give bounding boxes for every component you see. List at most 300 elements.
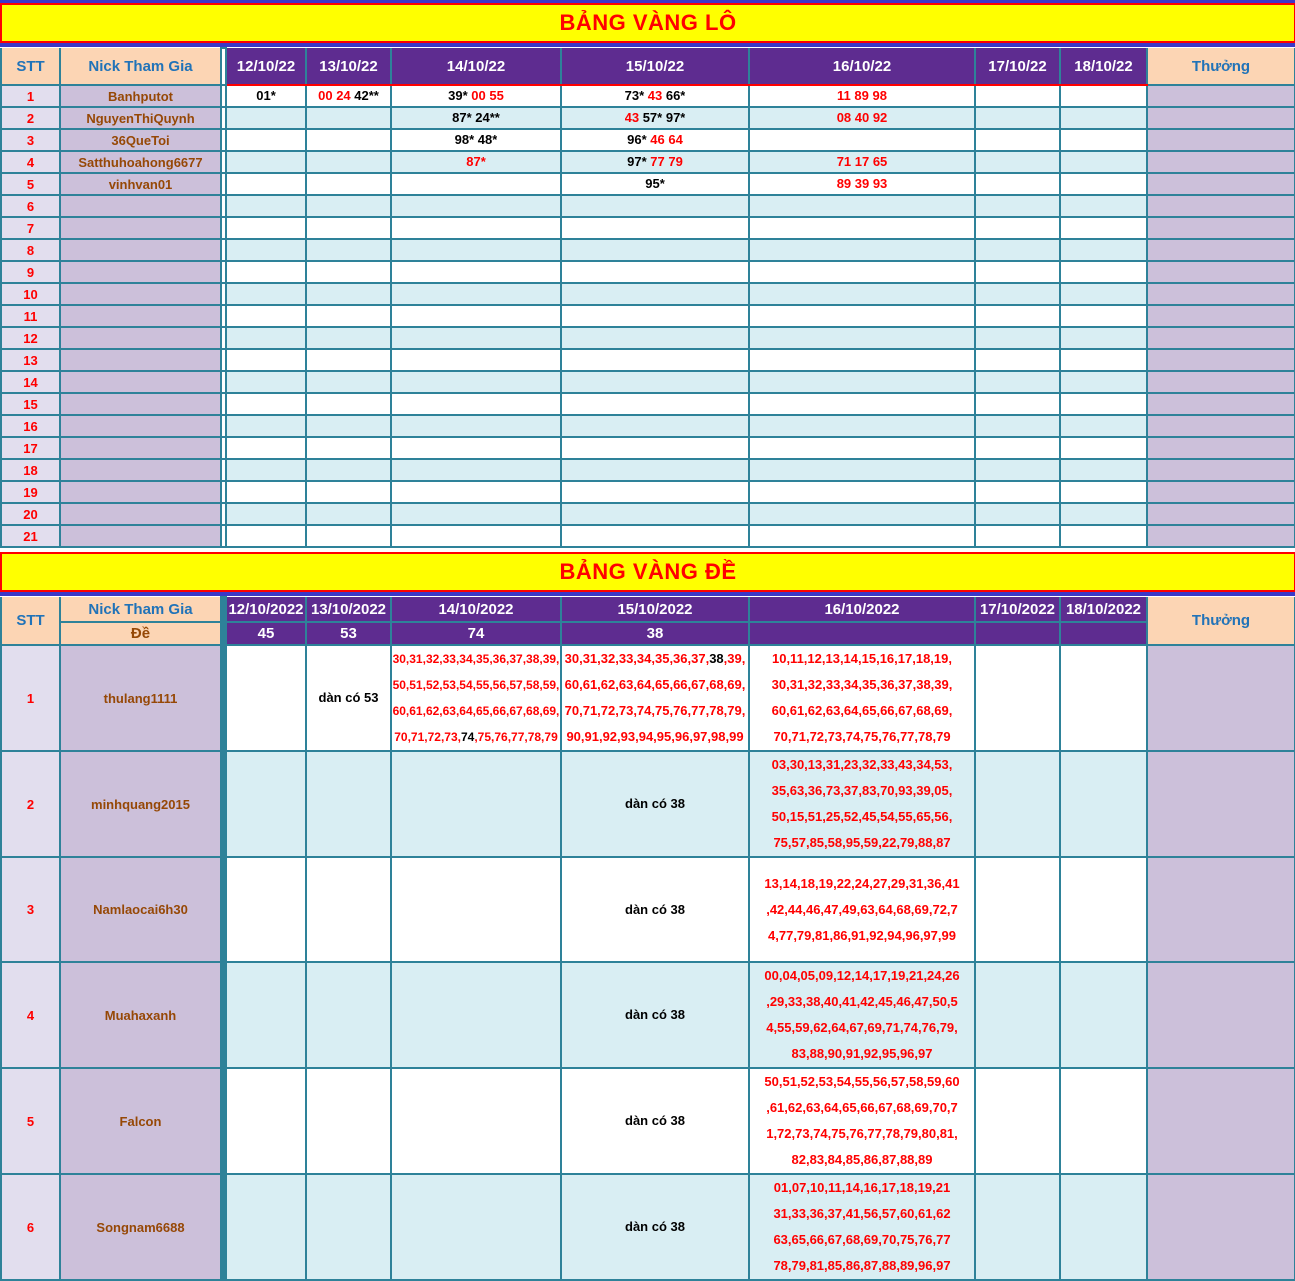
value-cell[interactable]: 50,51,52,53,54,55,56,57,58,59,60 ,61,62,63,64,65,66,67,68,69,70,7 1,72,73,74,75,76,77,78,79,80,81, 82,83,84,85,86,87,88,89 xyxy=(749,1068,975,1174)
stt-cell[interactable]: 8 xyxy=(1,239,60,261)
value-cell[interactable]: 39* 00 55 xyxy=(391,85,561,107)
reward-cell[interactable] xyxy=(1147,305,1295,327)
value-cell[interactable]: dàn có 38 xyxy=(561,857,749,962)
reward-cell[interactable] xyxy=(1147,261,1295,283)
stt-cell[interactable]: 17 xyxy=(1,437,60,459)
value-cell[interactable]: 95* xyxy=(561,173,749,195)
value-cell[interactable]: 00 24 42** xyxy=(306,85,391,107)
value-cell[interactable] xyxy=(561,283,749,305)
value-cell[interactable] xyxy=(306,239,391,261)
value-cell[interactable] xyxy=(561,305,749,327)
value-cell[interactable] xyxy=(561,261,749,283)
value-cell[interactable] xyxy=(749,393,975,415)
value-cell[interactable] xyxy=(306,1068,391,1174)
nick-header[interactable]: Nick Tham Gia xyxy=(60,48,221,85)
stt-cell[interactable]: 18 xyxy=(1,459,60,481)
value-cell[interactable]: 10,11,12,13,14,15,16,17,18,19, 30,31,32,33,34,35,36,37,38,39, 60,61,62,63,64,65,66,67,68,69, 70,71,72,73,74,75,76,77,78,79 xyxy=(749,645,975,751)
stt-cell[interactable]: 3 xyxy=(1,129,60,151)
value-cell[interactable] xyxy=(975,283,1060,305)
nick-cell[interactable] xyxy=(60,393,221,415)
reward-cell[interactable] xyxy=(1147,173,1295,195)
reward-cell[interactable] xyxy=(1147,415,1295,437)
reward-cell[interactable] xyxy=(1147,857,1295,962)
date-header[interactable]: 15/10/2022 xyxy=(561,597,749,622)
value-cell[interactable] xyxy=(975,327,1060,349)
value-cell[interactable] xyxy=(561,239,749,261)
value-cell[interactable] xyxy=(226,1068,306,1174)
reward-cell[interactable] xyxy=(1147,393,1295,415)
value-cell[interactable] xyxy=(226,371,306,393)
value-cell[interactable] xyxy=(226,459,306,481)
nick-cell[interactable] xyxy=(60,239,221,261)
stt-cell[interactable]: 19 xyxy=(1,481,60,503)
value-cell[interactable] xyxy=(975,239,1060,261)
reward-cell[interactable] xyxy=(1147,1174,1295,1280)
value-cell[interactable] xyxy=(1060,261,1147,283)
stt-cell[interactable]: 1 xyxy=(1,85,60,107)
value-cell[interactable]: 03,30,13,31,23,32,33,43,34,53, 35,63,36,73,37,83,70,93,39,05, 50,15,51,25,52,45,54,55,65,56, 75,57,85,58,95,59,22,79,88,87 xyxy=(749,751,975,857)
value-cell[interactable]: dàn có 38 xyxy=(561,751,749,857)
value-cell[interactable] xyxy=(306,261,391,283)
nick-cell[interactable] xyxy=(60,327,221,349)
value-cell[interactable] xyxy=(226,195,306,217)
nick-cell[interactable]: Banhputot xyxy=(60,85,221,107)
de-value-header[interactable] xyxy=(975,622,1060,645)
value-cell[interactable] xyxy=(391,327,561,349)
value-cell[interactable] xyxy=(1060,195,1147,217)
nick-cell[interactable] xyxy=(60,349,221,371)
value-cell[interactable]: 30,31,32,33,34,35,36,37,38,39, 50,51,52,53,54,55,56,57,58,59, 60,61,62,63,64,65,66,67,68,69, 70,71,72,73,74,75,76,77,78,79 xyxy=(391,645,561,751)
table-row xyxy=(1,857,1295,962)
value-cell[interactable] xyxy=(391,261,561,283)
reward-cell[interactable] xyxy=(1147,645,1295,751)
stt-cell[interactable]: 7 xyxy=(1,217,60,239)
value-cell[interactable] xyxy=(975,1174,1060,1280)
value-cell[interactable] xyxy=(1060,751,1147,857)
value-cell[interactable] xyxy=(226,107,306,129)
value-cell[interactable] xyxy=(391,217,561,239)
value-cell[interactable] xyxy=(306,437,391,459)
date-header[interactable]: 13/10/22 xyxy=(306,48,391,85)
de-value-header[interactable]: 45 xyxy=(226,622,306,645)
value-cell[interactable] xyxy=(975,1068,1060,1174)
value-cell[interactable] xyxy=(306,415,391,437)
value-cell[interactable] xyxy=(306,283,391,305)
value-cell[interactable] xyxy=(975,217,1060,239)
value-cell[interactable] xyxy=(391,415,561,437)
value-cell[interactable] xyxy=(749,371,975,393)
nick-cell[interactable] xyxy=(60,371,221,393)
value-cell[interactable] xyxy=(975,962,1060,1068)
stt-cell[interactable]: 9 xyxy=(1,261,60,283)
value-cell[interactable] xyxy=(561,195,749,217)
value-cell[interactable] xyxy=(1060,1068,1147,1174)
value-cell[interactable] xyxy=(975,393,1060,415)
reward-cell[interactable] xyxy=(1147,107,1295,129)
stt-cell[interactable]: 12 xyxy=(1,327,60,349)
nick-cell[interactable] xyxy=(60,503,221,525)
reward-cell[interactable] xyxy=(1147,195,1295,217)
stt-header[interactable]: STT xyxy=(1,48,60,85)
nick-cell[interactable]: minhquang2015 xyxy=(60,751,221,857)
value-cell[interactable] xyxy=(749,239,975,261)
reward-cell[interactable] xyxy=(1147,751,1295,857)
value-cell[interactable]: 43 57* 97* xyxy=(561,107,749,129)
reward-header[interactable]: Thưởng xyxy=(1147,597,1295,645)
value-cell[interactable] xyxy=(749,459,975,481)
value-cell[interactable] xyxy=(749,283,975,305)
nick-cell[interactable] xyxy=(60,195,221,217)
reward-cell[interactable] xyxy=(1147,239,1295,261)
date-header[interactable]: 15/10/22 xyxy=(561,48,749,85)
value-cell[interactable]: 01* xyxy=(226,85,306,107)
value-cell[interactable]: 96* 46 64 xyxy=(561,129,749,151)
value-cell[interactable]: dàn có 38 xyxy=(561,962,749,1068)
nick-cell[interactable] xyxy=(60,437,221,459)
value-cell[interactable] xyxy=(391,1068,561,1174)
de-value-header[interactable]: 53 xyxy=(306,622,391,645)
value-cell[interactable] xyxy=(561,217,749,239)
date-header[interactable]: 16/10/22 xyxy=(749,48,975,85)
stt-cell[interactable]: 4 xyxy=(1,962,60,1068)
de-value-header[interactable] xyxy=(1060,622,1147,645)
stt-cell[interactable]: 20 xyxy=(1,503,60,525)
nick-cell[interactable] xyxy=(60,415,221,437)
value-cell[interactable] xyxy=(391,349,561,371)
value-cell[interactable] xyxy=(1060,283,1147,305)
nick-cell[interactable] xyxy=(60,481,221,503)
date-header[interactable]: 17/10/22 xyxy=(975,48,1060,85)
value-cell[interactable] xyxy=(226,349,306,371)
stt-cell[interactable]: 6 xyxy=(1,195,60,217)
value-cell[interactable] xyxy=(391,459,561,481)
value-cell[interactable] xyxy=(749,195,975,217)
value-cell[interactable] xyxy=(749,415,975,437)
value-cell[interactable] xyxy=(1060,645,1147,751)
nick-cell[interactable]: vinhvan01 xyxy=(60,173,221,195)
value-cell[interactable] xyxy=(306,151,391,173)
stt-cell[interactable]: 14 xyxy=(1,371,60,393)
value-cell[interactable] xyxy=(561,349,749,371)
de-subheader[interactable]: Đề xyxy=(60,622,221,645)
value-cell[interactable] xyxy=(561,371,749,393)
value-cell[interactable] xyxy=(306,195,391,217)
value-cell[interactable] xyxy=(226,305,306,327)
value-cell[interactable] xyxy=(226,239,306,261)
stt-cell[interactable]: 2 xyxy=(1,751,60,857)
value-cell[interactable] xyxy=(391,525,561,547)
value-cell[interactable]: 97* 77 79 xyxy=(561,151,749,173)
reward-cell[interactable] xyxy=(1147,459,1295,481)
value-cell[interactable] xyxy=(391,239,561,261)
value-cell[interactable]: 13,14,18,19,22,24,27,29,31,36,41 ,42,44,46,47,49,63,64,68,69,72,7 4,77,79,81,86,91,92,94,96,97,99 xyxy=(749,857,975,962)
stt-cell[interactable]: 5 xyxy=(1,1068,60,1174)
stt-cell[interactable]: 2 xyxy=(1,107,60,129)
value-cell[interactable] xyxy=(1060,415,1147,437)
value-cell[interactable] xyxy=(391,283,561,305)
nick-header[interactable]: Nick Tham Gia xyxy=(60,597,221,622)
value-cell[interactable]: 08 40 92 xyxy=(749,107,975,129)
nick-cell[interactable]: Falcon xyxy=(60,1068,221,1174)
value-cell[interactable] xyxy=(975,503,1060,525)
value-cell[interactable]: 00,04,05,09,12,14,17,19,21,24,26 ,29,33,38,40,41,42,45,46,47,50,5 4,55,59,62,64,67,69,71,74,76,79, 83,88,90,91,92,95,96,97 xyxy=(749,962,975,1068)
value-cell[interactable] xyxy=(1060,437,1147,459)
nick-cell[interactable]: thulang1111 xyxy=(60,645,221,751)
value-cell[interactable] xyxy=(306,371,391,393)
value-cell[interactable] xyxy=(975,85,1060,107)
value-cell[interactable] xyxy=(975,437,1060,459)
value-cell[interactable] xyxy=(561,437,749,459)
value-cell[interactable] xyxy=(1060,962,1147,1068)
value-cell[interactable] xyxy=(1060,85,1147,107)
value-cell[interactable]: 89 39 93 xyxy=(749,173,975,195)
stt-cell[interactable]: 4 xyxy=(1,151,60,173)
value-cell[interactable]: 87* 24** xyxy=(391,107,561,129)
value-cell[interactable] xyxy=(226,437,306,459)
nick-cell[interactable] xyxy=(60,261,221,283)
reward-cell[interactable] xyxy=(1147,962,1295,1068)
reward-cell[interactable] xyxy=(1147,481,1295,503)
date-header[interactable]: 16/10/2022 xyxy=(749,597,975,622)
value-cell[interactable]: dàn có 38 xyxy=(561,1174,749,1280)
reward-cell[interactable] xyxy=(1147,85,1295,107)
value-cell[interactable] xyxy=(226,962,306,1068)
value-cell[interactable] xyxy=(1060,107,1147,129)
reward-cell[interactable] xyxy=(1147,217,1295,239)
value-cell[interactable]: 87* xyxy=(391,151,561,173)
stt-cell[interactable]: 3 xyxy=(1,857,60,962)
value-cell[interactable] xyxy=(975,645,1060,751)
value-cell[interactable] xyxy=(749,129,975,151)
value-cell[interactable] xyxy=(226,415,306,437)
value-cell[interactable] xyxy=(975,305,1060,327)
value-cell[interactable] xyxy=(391,857,561,962)
date-header[interactable]: 12/10/22 xyxy=(226,48,306,85)
value-cell[interactable] xyxy=(226,151,306,173)
value-cell[interactable] xyxy=(391,751,561,857)
value-cell[interactable] xyxy=(975,173,1060,195)
value-cell[interactable] xyxy=(391,173,561,195)
date-header[interactable]: 13/10/2022 xyxy=(306,597,391,622)
reward-cell[interactable] xyxy=(1147,349,1295,371)
value-cell[interactable] xyxy=(226,217,306,239)
value-cell[interactable] xyxy=(226,173,306,195)
value-cell[interactable] xyxy=(226,751,306,857)
reward-cell[interactable] xyxy=(1147,503,1295,525)
stt-cell[interactable]: 21 xyxy=(1,525,60,547)
value-cell[interactable] xyxy=(561,393,749,415)
value-cell[interactable] xyxy=(306,349,391,371)
date-header[interactable]: 17/10/2022 xyxy=(975,597,1060,622)
value-cell[interactable] xyxy=(749,437,975,459)
value-cell[interactable] xyxy=(391,962,561,1068)
value-cell[interactable] xyxy=(561,503,749,525)
stt-header[interactable]: STT xyxy=(1,597,60,645)
value-cell[interactable] xyxy=(749,525,975,547)
value-cell[interactable] xyxy=(1060,239,1147,261)
value-cell[interactable] xyxy=(749,305,975,327)
nick-cell[interactable] xyxy=(60,305,221,327)
value-cell[interactable]: 01,07,10,11,14,16,17,18,19,21 31,33,36,37,41,56,57,60,61,62 63,65,66,67,68,69,70,75,76,77 78,79,81,85,86,87,88,89,96,97 xyxy=(749,1174,975,1280)
stt-cell[interactable]: 5 xyxy=(1,173,60,195)
date-header[interactable]: 18/10/2022 xyxy=(1060,597,1147,622)
nick-cell[interactable]: Satthuhoahong6677 xyxy=(60,151,221,173)
value-cell[interactable] xyxy=(561,525,749,547)
stt-cell[interactable]: 6 xyxy=(1,1174,60,1280)
value-cell[interactable] xyxy=(975,261,1060,283)
value-cell[interactable] xyxy=(1060,1174,1147,1280)
value-cell[interactable]: 11 89 98 xyxy=(749,85,975,107)
value-cell[interactable] xyxy=(391,1174,561,1280)
value-cell[interactable] xyxy=(975,459,1060,481)
table-row xyxy=(1,305,1295,327)
value-cell[interactable] xyxy=(306,129,391,151)
value-cell[interactable]: dàn có 53 xyxy=(306,645,391,751)
de-value-header[interactable] xyxy=(749,622,975,645)
value-cell[interactable] xyxy=(391,393,561,415)
value-cell[interactable] xyxy=(975,751,1060,857)
nick-cell[interactable] xyxy=(60,283,221,305)
value-cell[interactable] xyxy=(226,481,306,503)
nick-cell[interactable]: Namlaocai6h30 xyxy=(60,857,221,962)
value-cell[interactable] xyxy=(975,415,1060,437)
nick-cell[interactable]: NguyenThiQuynh xyxy=(60,107,221,129)
value-cell[interactable] xyxy=(226,525,306,547)
value-cell[interactable] xyxy=(306,459,391,481)
reward-cell[interactable] xyxy=(1147,327,1295,349)
value-cell[interactable] xyxy=(306,305,391,327)
reward-cell[interactable] xyxy=(1147,525,1295,547)
value-cell[interactable] xyxy=(306,525,391,547)
value-cell[interactable] xyxy=(306,327,391,349)
value-cell[interactable] xyxy=(975,525,1060,547)
value-cell[interactable] xyxy=(306,1174,391,1280)
value-cell[interactable] xyxy=(975,195,1060,217)
de-value-header[interactable]: 38 xyxy=(561,622,749,645)
reward-cell[interactable] xyxy=(1147,151,1295,173)
value-cell[interactable] xyxy=(1060,857,1147,962)
value-cell[interactable] xyxy=(306,962,391,1068)
value-cell[interactable] xyxy=(749,481,975,503)
value-cell[interactable] xyxy=(306,751,391,857)
nick-cell[interactable] xyxy=(60,217,221,239)
value-cell[interactable] xyxy=(749,217,975,239)
reward-cell[interactable] xyxy=(1147,283,1295,305)
de-value-header[interactable]: 74 xyxy=(391,622,561,645)
value-cell[interactable] xyxy=(391,503,561,525)
value-cell[interactable] xyxy=(1060,151,1147,173)
reward-header[interactable]: Thưởng xyxy=(1147,48,1295,85)
date-header[interactable]: 12/10/2022 xyxy=(226,597,306,622)
reward-cell[interactable] xyxy=(1147,437,1295,459)
value-cell[interactable] xyxy=(226,1174,306,1280)
value-cell[interactable] xyxy=(1060,173,1147,195)
date-header[interactable]: 14/10/2022 xyxy=(391,597,561,622)
value-cell[interactable] xyxy=(749,503,975,525)
value-cell[interactable] xyxy=(226,645,306,751)
value-cell[interactable] xyxy=(1060,393,1147,415)
value-cell[interactable] xyxy=(749,349,975,371)
value-cell[interactable] xyxy=(391,195,561,217)
value-cell[interactable] xyxy=(975,371,1060,393)
value-cell[interactable] xyxy=(561,481,749,503)
value-cell[interactable] xyxy=(975,151,1060,173)
value-cell[interactable] xyxy=(306,481,391,503)
value-cell[interactable] xyxy=(226,393,306,415)
value-cell[interactable]: 30,31,32,33,34,35,36,37,38,39, 60,61,62,63,64,65,66,67,68,69, 70,71,72,73,74,75,76,77,78,79, 90,91,92,93,94,95,96,97,98,99 xyxy=(561,645,749,751)
value-cell[interactable]: dàn có 38 xyxy=(561,1068,749,1174)
value-cell[interactable]: 98* 48* xyxy=(391,129,561,151)
value-cell[interactable] xyxy=(1060,349,1147,371)
value-cell[interactable]: 71 17 65 xyxy=(749,151,975,173)
value-cell[interactable] xyxy=(749,261,975,283)
value-cell[interactable] xyxy=(975,857,1060,962)
reward-cell[interactable] xyxy=(1147,129,1295,151)
nick-cell[interactable] xyxy=(60,525,221,547)
value-cell[interactable] xyxy=(749,327,975,349)
value-cell[interactable] xyxy=(1060,305,1147,327)
nick-cell[interactable]: 36QueToi xyxy=(60,129,221,151)
nick-cell[interactable]: Muahaxanh xyxy=(60,962,221,1068)
value-cell[interactable] xyxy=(1060,525,1147,547)
reward-cell[interactable] xyxy=(1147,1068,1295,1174)
reward-cell[interactable] xyxy=(1147,371,1295,393)
stt-cell[interactable]: 13 xyxy=(1,349,60,371)
value-cell[interactable] xyxy=(391,437,561,459)
value-cell[interactable] xyxy=(975,107,1060,129)
value-cell[interactable] xyxy=(226,327,306,349)
stt-cell[interactable]: 10 xyxy=(1,283,60,305)
value-cell[interactable] xyxy=(226,503,306,525)
value-cell[interactable] xyxy=(1060,129,1147,151)
stt-cell[interactable]: 1 xyxy=(1,645,60,751)
value-cell[interactable] xyxy=(306,503,391,525)
stt-cell[interactable]: 15 xyxy=(1,393,60,415)
date-header[interactable]: 14/10/22 xyxy=(391,48,561,85)
value-cell[interactable]: 73* 43 66* xyxy=(561,85,749,107)
value-cell[interactable] xyxy=(1060,371,1147,393)
nick-cell[interactable] xyxy=(60,459,221,481)
value-cell[interactable] xyxy=(306,857,391,962)
value-cell[interactable] xyxy=(1060,503,1147,525)
value-cell[interactable] xyxy=(975,481,1060,503)
value-cell[interactable] xyxy=(226,283,306,305)
nick-cell[interactable]: Songnam6688 xyxy=(60,1174,221,1280)
value-cell[interactable] xyxy=(391,371,561,393)
value-cell[interactable] xyxy=(561,415,749,437)
stt-cell[interactable]: 16 xyxy=(1,415,60,437)
value-cell[interactable] xyxy=(226,857,306,962)
value-cell[interactable] xyxy=(226,261,306,283)
value-cell[interactable] xyxy=(561,459,749,481)
value-cell[interactable] xyxy=(306,173,391,195)
value-cell[interactable] xyxy=(1060,327,1147,349)
value-cell[interactable] xyxy=(391,305,561,327)
stt-cell[interactable]: 11 xyxy=(1,305,60,327)
date-header[interactable]: 18/10/22 xyxy=(1060,48,1147,85)
value-cell[interactable] xyxy=(561,327,749,349)
value-cell[interactable] xyxy=(306,217,391,239)
value-cell[interactable] xyxy=(1060,481,1147,503)
value-cell[interactable] xyxy=(1060,459,1147,481)
value-cell[interactable] xyxy=(306,107,391,129)
value-cell[interactable] xyxy=(975,129,1060,151)
value-cell[interactable] xyxy=(1060,217,1147,239)
value-cell[interactable] xyxy=(226,129,306,151)
value-cell[interactable] xyxy=(975,349,1060,371)
value-cell[interactable] xyxy=(306,393,391,415)
value-cell[interactable] xyxy=(391,481,561,503)
